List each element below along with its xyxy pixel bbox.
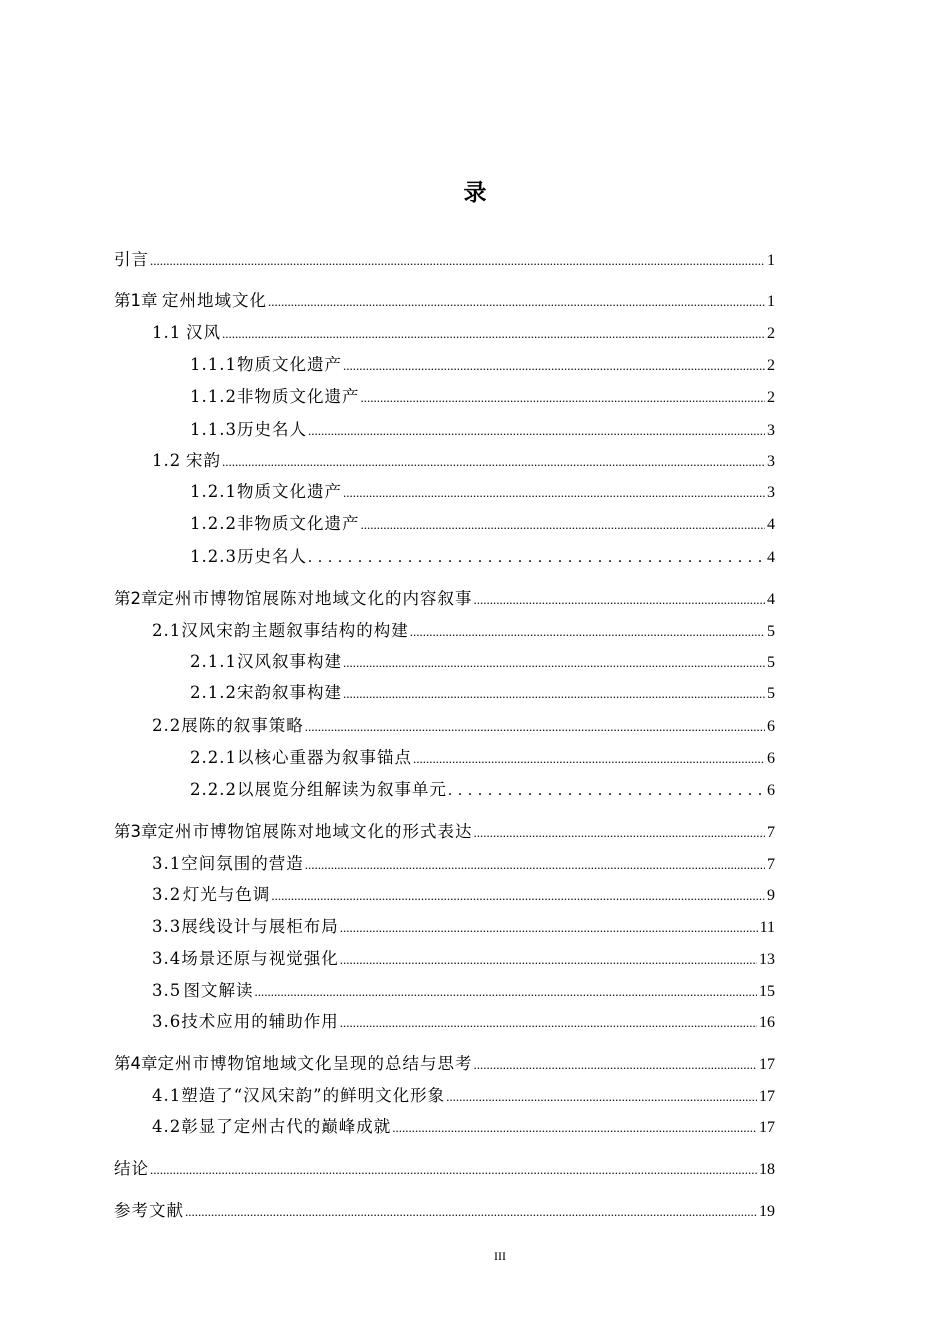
toc-entry-number: 3.3	[152, 917, 182, 936]
toc-entry-title: 历史名人	[236, 547, 307, 566]
toc-entry-title: 灯光与色调	[182, 885, 271, 904]
toc-entry-number: 第1章	[114, 291, 158, 310]
dot-leader	[308, 418, 765, 444]
toc-entry-title: 以展览分组解读为叙事单元	[236, 780, 447, 799]
toc-entry-title: 非物质文化遗产	[236, 387, 360, 406]
toc-entry-number: 1.1	[152, 323, 182, 342]
toc-entry-page: 7	[767, 824, 775, 841]
toc-entry-title: 以核心重器为叙事锚点	[236, 748, 412, 767]
toc-entry-title: 宋韵叙事构建	[236, 683, 342, 702]
toc-entry-title: 汉风叙事构建	[236, 652, 342, 671]
toc-entry[interactable]	[190, 417, 775, 443]
toc-entry[interactable]	[114, 1198, 775, 1224]
toc-entry-page: 5	[767, 685, 775, 702]
toc-entry-number: 3.2	[152, 885, 182, 904]
toc-entry-number: 第2章	[114, 589, 158, 608]
toc-entry-number: 2.2	[152, 716, 182, 735]
dot-leader	[340, 915, 758, 941]
toc-entry[interactable]	[114, 288, 775, 314]
toc-entry[interactable]	[190, 745, 775, 771]
toc-entry-page: 1	[767, 293, 775, 310]
toc-entry[interactable]	[190, 649, 775, 675]
toc-entry-title: 空间氛围的营造	[181, 854, 304, 873]
dot-leader	[185, 1199, 757, 1225]
toc-entry-number: 1.2	[152, 451, 182, 470]
dot-leader	[446, 1084, 757, 1110]
toc-entry-title: 定州地域文化	[161, 291, 267, 310]
toc-entry[interactable]	[190, 777, 775, 803]
toc-entry-page: 5	[767, 623, 775, 640]
toc-title: 录	[463, 180, 487, 206]
page-number: III	[494, 1249, 506, 1263]
toc-entry-title: 宋韵	[185, 451, 221, 470]
toc-entry[interactable]	[190, 479, 775, 505]
toc-entry-number: 4.1	[152, 1086, 182, 1105]
toc-entry-page: 2	[767, 357, 775, 374]
toc-entry[interactable]	[152, 618, 775, 644]
toc-entry-number: 3.5	[152, 981, 182, 1000]
toc-entry-number: 2.1	[152, 621, 182, 640]
toc-entry-page: 3	[767, 422, 775, 439]
dot-leader	[474, 587, 766, 613]
toc-entry[interactable]	[114, 1156, 775, 1182]
toc-entry-page: 6	[767, 718, 775, 735]
dot-leader	[305, 852, 765, 878]
toc-entry[interactable]	[190, 680, 775, 706]
toc-entry-page: 6	[767, 750, 775, 767]
toc-entry-page: 18	[759, 1161, 775, 1178]
dot-leader	[343, 681, 765, 707]
toc-entry-page: 4	[767, 516, 775, 533]
dot-leader	[343, 353, 765, 379]
toc-entry-number: 4.2	[152, 1117, 182, 1136]
dot-leader	[410, 619, 765, 645]
toc-entry-page: 5	[767, 654, 775, 671]
toc-entry-number: 2.1.2	[190, 683, 237, 702]
toc-entry-number: 1.1.3	[190, 420, 237, 439]
toc-entry-page: 1	[767, 252, 775, 269]
toc-entry-page: 17	[759, 1119, 775, 1136]
toc-entry-title: 技术应用的辅助作用	[181, 1012, 339, 1031]
toc-entry-page: 11	[759, 919, 775, 936]
toc-entry-page: 2	[767, 325, 775, 342]
toc-entry-number: 3.4	[152, 949, 182, 968]
dot-leader	[254, 979, 757, 1005]
toc-entry-number: 1.1.1	[190, 355, 237, 374]
dot-leader	[343, 480, 765, 506]
toc-entry-title: 参考文献	[114, 1201, 184, 1220]
toc-entry[interactable]	[114, 1051, 775, 1077]
toc-entry-title: 物质文化遗产	[236, 355, 342, 374]
toc-entry-page: 7	[767, 856, 775, 873]
toc-entry-page: 9	[767, 887, 775, 904]
toc-entry-title: 场景还原与视觉强化	[181, 949, 339, 968]
toc-entry-title: 汉风宋韵主题叙事结构的构建	[181, 621, 409, 640]
dot-leader	[150, 248, 765, 274]
dot-leader	[308, 545, 765, 571]
toc-entry[interactable]	[190, 352, 775, 378]
dot-leader	[343, 650, 765, 676]
toc-entry-title: 展线设计与展柜布局	[181, 917, 339, 936]
toc-entry-title: 结论	[114, 1159, 149, 1178]
toc-entry-page: 2	[767, 389, 775, 406]
toc-entry[interactable]	[152, 1114, 775, 1140]
toc-entry[interactable]	[152, 320, 775, 346]
toc-entry[interactable]	[190, 544, 775, 570]
toc-entry[interactable]	[190, 511, 775, 537]
toc-entry-title: 物质文化遗产	[236, 482, 342, 501]
toc-entry-title: 定州市博物馆地域文化呈现的总结与思考	[157, 1054, 473, 1073]
toc-entry-number: 第3章	[114, 822, 158, 841]
dot-leader	[340, 1010, 757, 1036]
dot-leader	[448, 778, 765, 804]
dot-leader	[360, 385, 765, 411]
toc-entry-page: 16	[759, 1014, 775, 1031]
toc-entry-page: 3	[767, 484, 775, 501]
toc-entry-page: 4	[767, 549, 775, 566]
dot-leader	[222, 321, 765, 347]
toc-entry-number: 1.2.2	[190, 514, 237, 533]
dot-leader	[340, 947, 757, 973]
toc-entry-number: 3.1	[152, 854, 182, 873]
toc-entry[interactable]	[152, 851, 775, 877]
toc-entry[interactable]	[152, 1083, 775, 1109]
toc-entry-title: 引言	[114, 250, 149, 269]
toc-entry[interactable]	[114, 247, 775, 273]
dot-leader	[474, 1052, 758, 1078]
toc-entry[interactable]	[152, 713, 775, 739]
toc-entry-title: 图文解读	[183, 981, 254, 1000]
toc-entry[interactable]	[152, 1009, 775, 1035]
toc-entry-title: 彰显了定州古代的巅峰成就	[181, 1117, 392, 1136]
toc-entry-number: 第4章	[114, 1054, 158, 1073]
toc-entry-number: 2.2.1	[190, 748, 237, 767]
dot-leader	[305, 714, 765, 740]
toc-entry[interactable]	[114, 586, 775, 612]
toc-entry[interactable]	[152, 978, 775, 1004]
toc-entry-number: 3.6	[152, 1012, 182, 1031]
toc-entry-page: 19	[759, 1203, 775, 1220]
dot-leader	[413, 746, 765, 772]
toc-entry-page: 4	[767, 591, 775, 608]
dot-leader	[268, 289, 765, 315]
dot-leader	[222, 449, 765, 475]
toc-entry-title: 汉风	[185, 323, 221, 342]
toc-entry[interactable]	[152, 882, 775, 908]
toc-entry-title: 定州市博物馆展陈对地域文化的内容叙事	[157, 589, 473, 608]
toc-entry-title: 展陈的叙事策略	[181, 716, 304, 735]
dot-leader	[474, 820, 766, 846]
toc-entry-title: 塑造了“汉风宋韵”的鲜明文化形象	[181, 1086, 446, 1105]
toc-entry-page: 17	[759, 1088, 775, 1105]
toc-entry[interactable]	[152, 946, 775, 972]
toc-entry-number: 1.2.3	[190, 547, 237, 566]
toc-entry-page: 3	[767, 453, 775, 470]
dot-leader	[271, 883, 765, 909]
toc-entry-number: 1.2.1	[190, 482, 237, 501]
toc-entry-number: 2.1.1	[190, 652, 237, 671]
toc-entry[interactable]	[190, 384, 775, 410]
toc-entry-page: 17	[759, 1056, 775, 1073]
toc-entry[interactable]	[152, 448, 775, 474]
toc-entry-number: 1.1.2	[190, 387, 237, 406]
toc-entry-page: 15	[759, 983, 775, 1000]
dot-leader	[150, 1157, 757, 1183]
dot-leader	[360, 512, 765, 538]
toc-entry-page: 6	[767, 782, 775, 799]
dot-leader	[392, 1115, 757, 1141]
toc-entry-title: 非物质文化遗产	[236, 514, 360, 533]
toc-entry-page: 13	[759, 951, 775, 968]
toc-entry-title: 历史名人	[236, 420, 307, 439]
toc-entry[interactable]	[114, 819, 775, 845]
toc-entry-title: 定州市博物馆展陈对地域文化的形式表达	[157, 822, 473, 841]
toc-entry-number: 2.2.2	[190, 780, 237, 799]
toc-entry[interactable]	[152, 914, 775, 940]
